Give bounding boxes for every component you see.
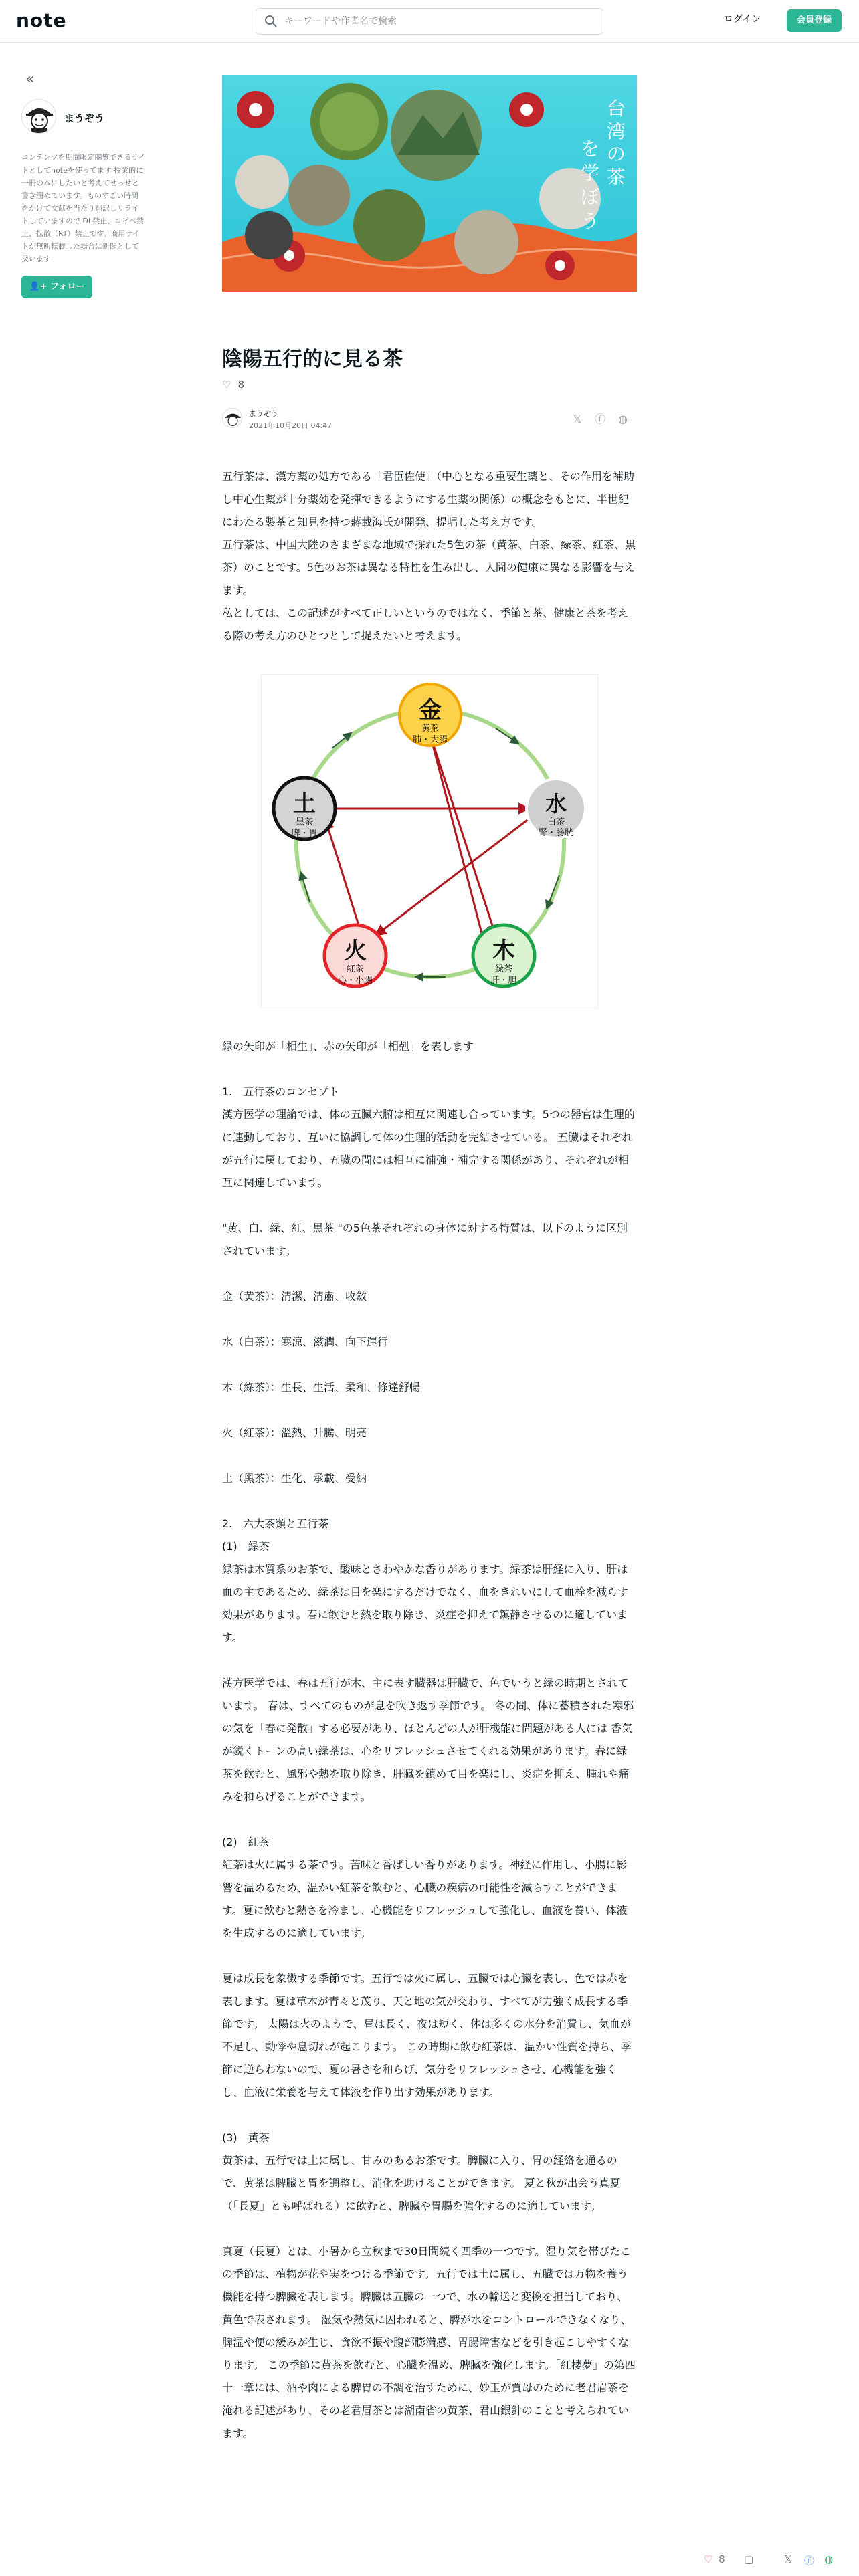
svg-text:金: 金 [419, 697, 442, 724]
floating-action-bar [704, 2549, 844, 2572]
byline [222, 405, 637, 435]
five-elements-diagram [222, 674, 637, 1022]
paragraph: 漢方医学では、春は五行が木、主に表す臓器は肝臓で、色でいうと緑の時期とされています。 春は、すべてのものが息を吹き返す季節です。 冬の間、体に蓄積された寒邪の気を「春に発散」する必要があり、ほとんどの人が肝機能に問題がある人には 香気が鋭くトーンの高い緑茶は、心をリフレッシュさせてくれる効果があります。春に緑茶を飲むと、風邪や熱を取り除き、肝臓を鎮めて目を楽にし、炎症を抑え、腫れや痛みを和らげることができます。 [222, 1677, 634, 1803]
element-property: 木（綠茶）：生長、生活、柔和、條達舒暢 [222, 1381, 421, 1394]
svg-text:を: を [581, 138, 600, 160]
search-input[interactable] [284, 14, 592, 29]
paragraph: 黄茶は、五行では土に属し、甘みのあるお茶です。脾臓に入り、胃の経絡を通るので、黄茶は脾臓と胃を調整し、消化を助けることができます。 夏と秋が出会う真夏（「長夏」とも呼ばれる）に飲むと、脾臓や胃腸を強化するのに適しています。 [222, 2154, 621, 2212]
svg-text:ぼ: ぼ [581, 186, 600, 208]
byline-avatar-icon [223, 409, 242, 428]
section-heading: 2. 六大茶類と五行茶 [222, 1517, 329, 1530]
login-link[interactable]: ログイン [724, 14, 761, 25]
line-share-icon[interactable]: ◍ [618, 413, 628, 425]
paragraph: 漢方医学の理論では、体の五臓六腑は相互に関連し合っています。5つの器官は生理的に連動しており、互いに協調して体の生理的活動を完結させている。 五臓はそれぞれが五行に属しており、五臓の間には相互に補強・補完する関係があり、それぞれが相互に関連しています。 [222, 1108, 635, 1189]
svg-text:脾・胃: 脾・胃 [291, 829, 318, 839]
float-comment-icon[interactable]: ▢ [744, 2553, 754, 2565]
subsection-heading: (3) 黄茶 [222, 2131, 270, 2144]
paragraph: 五行茶は、中国大陸のさまざまな地域で採れた5色の茶（黄茶、白茶、緑茶、紅茶、黒茶）のことです。5色のお茶は異なる特性を生み出し、人間の健康に異なる影響を与えます。 [222, 538, 636, 597]
svg-text:水: 水 [545, 791, 567, 817]
node-fire [324, 925, 386, 986]
subsection-heading: (1) 緑茶 [222, 1540, 270, 1553]
svg-text:肺・大腸: 肺・大腸 [412, 735, 448, 745]
svg-text:緑茶: 緑茶 [494, 964, 513, 974]
follow-label: フォロー [50, 282, 85, 292]
element-property: 火（紅茶）：溫熱、升騰、明亮 [222, 1426, 367, 1439]
publish-date: 2021年10月20日 04:47 [249, 421, 332, 430]
element-property: 土（黑茶）：生化、承載、受納 [222, 1472, 367, 1485]
hero-illustration [222, 75, 637, 292]
svg-text:紅茶: 紅茶 [346, 964, 365, 974]
overcoming-arrow [375, 819, 529, 936]
svg-text:の: の [607, 143, 626, 165]
top-header [0, 0, 859, 43]
avatar-illustration-icon [22, 100, 56, 134]
paragraph: 真夏（長夏）とは、小暑から立秋まで30日間続く四季の一つです。湿り気を帯びたこの季節は、植物が花や実をつける季節です。五行では土に属し、五臓では万物を養う機能を持つ脾臓を表します。脾臓は五臓の一つで、水の輸送と変換を担当しており、黄色で表されます。 湿気や熱気に囚われると、脾が水をコントロールできなくなり、脾湿や便の緩みが生じ、食欲不振や腹部膨満感、胃腸障害などを引き起こしやすくなります。 この季節に黄茶を飲むと、心臓を温め、脾臓を強化します。「紅楼夢」の第四十一章には、酒や肉による脾胃の不調を治すために、妙玉が賈母のために老君眉茶を淹れる記述があり、その老君眉茶とは湖南省の黄茶、君山銀針のことと考えられています。 [222, 2245, 636, 2440]
overcoming-arrow [430, 735, 496, 936]
svg-text:台: 台 [607, 98, 626, 120]
subsection-heading: (2) 紅茶 [222, 1836, 270, 1848]
facebook-share-icon[interactable]: ⓕ [594, 413, 605, 425]
float-heart-icon[interactable]: ♡ [704, 2553, 713, 2565]
svg-text:う: う [581, 210, 600, 232]
paragraph: "黄、白、緑、紅、黒茶 "の5色茶それぞれの身体に対する特質は、以下のように区別されています。 [222, 1222, 628, 1257]
svg-text:湾: 湾 [607, 120, 626, 142]
paragraph: 紅茶は火に属する茶です。苦味と香ばしい香りがあります。神経に作用し、小腸に影響を温めるため、温かい紅茶を飲むと、心臓の疾病の可能性を減らすことができます。夏に飲むと熱さを冷まし、心機能をリフレッシュして強化し、血液を養い、体液を生成するのに適しています。 [222, 1858, 628, 1939]
svg-text:腎・膀胱: 腎・膀胱 [538, 828, 574, 838]
diagram-caption: 緑の矢印が「相生」、赤の矢印が「相剋」を表します [222, 1040, 474, 1053]
float-x-share-icon[interactable]: 𝕏 [784, 2553, 793, 2565]
svg-text:茶: 茶 [607, 166, 626, 188]
like-counter[interactable] [222, 379, 244, 391]
paragraph: 五行茶は、漢方薬の処方である「君臣佐使」（中心となる重要生薬と、その作用を補助し中心生薬が十分薬効を発揮できるようにする生薬の関係）の概念をもとに、半世紀にわたる製茶と知見を持つ蔣載海氏が開発、提唱した考え方です。 [222, 470, 635, 528]
paragraph: 夏は成長を象徴する季節です。五行では火に属し、五臓では心臓を表し、色では赤を表します。夏は草木が青々と茂り、天と地の気が交わり、すべてが力強く成長する季節です。 太陽は火のようで、昼は長く、夜は短く、体は多くの水分を消費し、気血が不足し、動悸や息切れが起こります。 この時期に飲む紅茶は、温かい性質を持ち、季節に逆らわないので、夏の暑さを和らげ、気分をリフレッシュさせ、心機能を強くし、血液に栄養を与えて体液を作り出す効果があります。 [222, 1972, 632, 2099]
svg-text:木: 木 [492, 938, 515, 964]
author-name[interactable]: まうぞう [64, 112, 105, 124]
overcoming-arrow [325, 819, 362, 936]
article-body [222, 465, 637, 2445]
float-like-count: 8 [719, 2553, 725, 2565]
node-water [527, 779, 585, 838]
svg-text:黒茶: 黒茶 [295, 817, 314, 827]
paragraph: 私としては、この記述がすべて正しいというのではなく、季節と茶、健康と茶を考える際の考え方のひとつとして捉えたいと考えます。 [222, 607, 629, 642]
search-box[interactable] [256, 8, 603, 35]
note-logo[interactable]: note [16, 9, 67, 31]
generating-arrow [496, 728, 516, 742]
heart-icon[interactable]: ♡ [222, 379, 231, 391]
avatar[interactable] [21, 99, 56, 134]
like-count: 8 [237, 379, 244, 391]
collapse-sidebar-icon[interactable]: « [25, 71, 35, 88]
svg-text:黄茶: 黄茶 [421, 724, 440, 734]
svg-text:肝・胆: 肝・胆 [490, 976, 517, 986]
follow-button[interactable] [21, 276, 92, 298]
float-facebook-share-icon[interactable]: ⓕ [804, 2555, 815, 2567]
node-metal [399, 684, 461, 746]
paragraph: 緑茶は木質系のお茶で、酸味とさわやかな香りがあります。緑茶は肝経に入り、肝は血の主であるため、緑茶は目を楽にするだけでなく、血をきれいにして血栓を減らす効果があります。春に飲むと熱を取り除き、炎症を抑えて鎮静させるのに適しています。 [222, 1563, 629, 1644]
element-property: 金（黄茶）：清潔、清肅、收斂 [222, 1290, 367, 1303]
node-wood [473, 925, 535, 986]
five-elements-svg [262, 675, 599, 1009]
byline-author[interactable]: まうぞう [249, 409, 278, 418]
signup-button[interactable]: 会員登録 [787, 9, 842, 32]
svg-text:火: 火 [344, 938, 367, 964]
section-heading: 1. 五行茶のコンセプト [222, 1085, 340, 1098]
node-earth [274, 778, 335, 839]
user-plus-icon: 👤+ [29, 282, 47, 292]
generating-arrow [548, 875, 559, 905]
x-share-icon[interactable]: 𝕏 [573, 413, 582, 425]
byline-avatar[interactable] [222, 408, 242, 428]
svg-text:心・小腸: 心・小腸 [337, 976, 373, 986]
svg-text:白茶: 白茶 [547, 817, 565, 827]
element-property: 水（白茶）：寒涼、滋潤、向下運行 [222, 1335, 389, 1348]
svg-text:学: 学 [581, 162, 600, 184]
float-line-share-icon[interactable]: ◍ [824, 2553, 834, 2565]
overcoming-arrow [430, 735, 482, 936]
hero-image [222, 75, 637, 292]
svg-text:土: 土 [293, 790, 316, 817]
search-icon [264, 15, 278, 28]
article-title: 陰陽五行的に見る茶 [222, 348, 403, 371]
author-profile: コンテンツを期間限定閲覧できるサイトとしてnoteを使ってます 授業的に一冊の本にしたいと考えてせっせと書き溜めています。ものすごい時間をかけて文献を当たり翻訳しリライトしていますので DL禁止、コピペ禁止、拡散（RT）禁止です。商用サイトが無断転載した場合は新聞として扱います [21, 153, 146, 263]
